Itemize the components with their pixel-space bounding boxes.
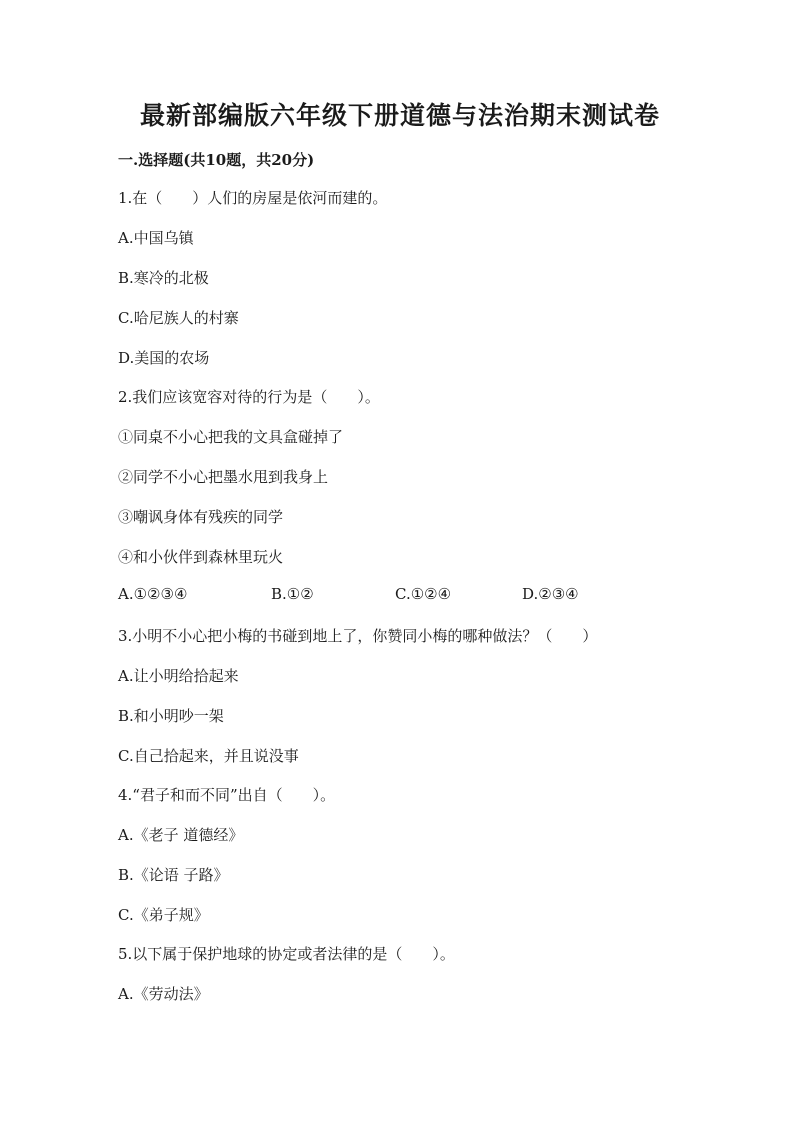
- question-2-item-4: ④和小伙伴到森林里玩火: [118, 548, 284, 566]
- question-3-option-a: A.让小明给拾起来: [118, 667, 239, 685]
- question-3-option-c: C.自己拾起来，并且说没事: [118, 747, 299, 765]
- section-heading: 一.选择题(共10题，共20分): [118, 151, 315, 169]
- question-3-option-b: B.和小明吵一架: [118, 707, 224, 725]
- question-3-stem: 3.小明不小心把小梅的书碰到地上了，你赞同小梅的哪种做法？（ ）: [118, 627, 598, 645]
- question-2-options-row: [118, 585, 718, 607]
- question-1-option-a: A.中国乌镇: [118, 229, 194, 247]
- question-2-item-3: ③嘲讽身体有残疾的同学: [118, 508, 284, 526]
- question-1-option-b: B.寒冷的北极: [118, 269, 209, 287]
- question-1-option-d: D.美国的农场: [118, 349, 210, 367]
- question-4-stem: 4.“君子和而不同”出自（ ）。: [118, 786, 336, 804]
- question-2-stem: 2.我们应该宽容对待的行为是（ ）。: [118, 388, 380, 406]
- question-2-option-b: B.①②: [271, 585, 314, 603]
- question-2-option-a: A.①②③④: [118, 585, 188, 603]
- question-2-option-d: D.②③④: [522, 585, 579, 603]
- question-2-option-c: C.①②④: [395, 585, 452, 603]
- question-1-stem: 1.在（ ）人们的房屋是依河而建的。: [118, 189, 388, 207]
- question-5-option-a: A.《劳动法》: [118, 985, 209, 1003]
- question-4-option-c: C.《弟子规》: [118, 906, 209, 924]
- page-title: 最新部编版六年级下册道德与法治期末测试卷: [139, 101, 660, 130]
- question-2-item-1: ①同桌不小心把我的文具盒碰掉了: [118, 428, 344, 446]
- question-4-option-b: B.《论语 子路》: [118, 866, 229, 884]
- question-4-option-a: A.《老子 道德经》: [118, 826, 244, 844]
- question-2-item-2: ②同学不小心把墨水甩到我身上: [118, 468, 329, 486]
- question-1-option-c: C.哈尼族人的村寨: [118, 309, 239, 327]
- question-5-stem: 5.以下属于保护地球的协定或者法律的是（ ）。: [118, 945, 455, 963]
